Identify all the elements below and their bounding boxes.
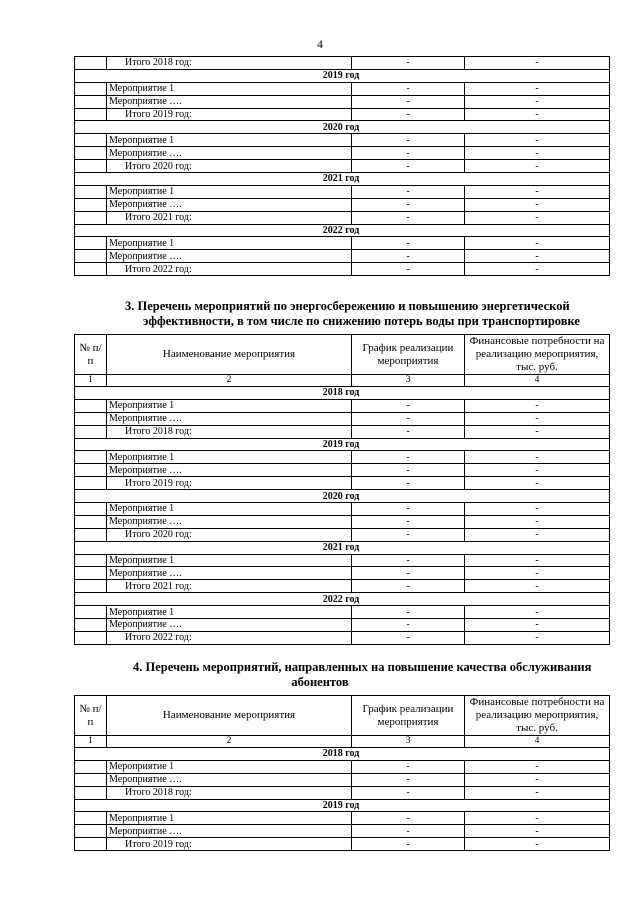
total-row xyxy=(75,263,610,276)
finance-cell: - xyxy=(465,838,610,851)
measure-name-cell: Мероприятие 1 xyxy=(107,503,352,516)
row-number-cell xyxy=(75,631,107,644)
header-finance: Финансовые потребности на реализацию мероприятия, тыс. руб. xyxy=(465,696,610,736)
header-name: Наименование мероприятия xyxy=(107,696,352,736)
row-number-cell xyxy=(75,451,107,464)
year-header-row xyxy=(75,799,610,812)
table-row xyxy=(75,760,610,773)
row-number-cell xyxy=(75,425,107,438)
header-schedule: График реализации мероприятия xyxy=(352,696,465,736)
total-row xyxy=(75,108,610,121)
year-label: 2020 год xyxy=(75,121,610,134)
section4-rows xyxy=(75,748,610,851)
page-number: 4 xyxy=(317,37,323,51)
schedule-cell: - xyxy=(352,515,465,528)
schedule-cell: - xyxy=(352,773,465,786)
col-number: 4 xyxy=(465,375,610,387)
year-header-row xyxy=(75,593,610,606)
year-label: 2019 год xyxy=(75,438,610,451)
schedule-cell: - xyxy=(352,399,465,412)
finance-cell: - xyxy=(465,503,610,516)
schedule-cell: - xyxy=(352,619,465,632)
col-number: 2 xyxy=(107,736,352,748)
measure-name-cell: Мероприятие …. xyxy=(107,567,352,580)
measure-name-cell: Мероприятие 1 xyxy=(107,185,352,198)
measure-name-cell: Итого 2018 год: xyxy=(107,786,352,799)
finance-cell: - xyxy=(465,160,610,173)
section3-title-line2: эффективности, в том числе по снижению потерь воды при транспортировке xyxy=(143,314,580,328)
row-number-cell xyxy=(75,554,107,567)
row-number-cell xyxy=(75,528,107,541)
measure-name-cell: Мероприятие 1 xyxy=(107,554,352,567)
measure-name-cell: Мероприятие 1 xyxy=(107,237,352,250)
schedule-cell: - xyxy=(352,198,465,211)
year-header-row xyxy=(75,748,610,761)
measure-name-cell: Мероприятие …. xyxy=(107,619,352,632)
finance-cell: - xyxy=(465,619,610,632)
row-number-cell xyxy=(75,412,107,425)
row-number-cell xyxy=(75,812,107,825)
schedule-cell: - xyxy=(352,503,465,516)
measure-name-cell: Итого 2021 год: xyxy=(107,580,352,593)
schedule-cell: - xyxy=(352,812,465,825)
row-number-cell xyxy=(75,198,107,211)
row-number-cell xyxy=(75,503,107,516)
finance-cell: - xyxy=(465,412,610,425)
finance-cell: - xyxy=(465,773,610,786)
col-number: 4 xyxy=(465,736,610,748)
table-row xyxy=(75,237,610,250)
row-number-cell xyxy=(75,619,107,632)
year-label: 2018 год xyxy=(75,387,610,400)
measure-name-cell: Мероприятие 1 xyxy=(107,451,352,464)
measure-name-cell: Мероприятие …. xyxy=(107,147,352,160)
schedule-cell: - xyxy=(352,425,465,438)
year-label: 2021 год xyxy=(75,173,610,186)
table-row xyxy=(75,198,610,211)
row-number-cell xyxy=(75,237,107,250)
finance-cell: - xyxy=(465,108,610,121)
table-row xyxy=(75,825,610,838)
schedule-cell: - xyxy=(352,477,465,490)
table-row xyxy=(75,503,610,516)
section4-table xyxy=(74,695,610,851)
total-row xyxy=(75,160,610,173)
measure-name-cell: Мероприятие …. xyxy=(107,825,352,838)
table-row xyxy=(75,95,610,108)
header-schedule: График реализации мероприятия xyxy=(352,335,465,375)
header-finance: Финансовые потребности на реализацию мероприятия, тыс. руб. xyxy=(465,335,610,375)
table-row xyxy=(75,606,610,619)
schedule-cell: - xyxy=(352,631,465,644)
year-header-row xyxy=(75,173,610,186)
total-row xyxy=(75,631,610,644)
measure-name-cell: Итого 2019 год: xyxy=(107,108,352,121)
table-row xyxy=(75,619,610,632)
row-number-cell xyxy=(75,580,107,593)
year-label: 2022 год xyxy=(75,224,610,237)
measure-name-cell: Мероприятие …. xyxy=(107,198,352,211)
finance-cell: - xyxy=(465,451,610,464)
schedule-cell: - xyxy=(352,580,465,593)
schedule-cell: - xyxy=(352,554,465,567)
total-row xyxy=(75,425,610,438)
top-table xyxy=(74,56,610,276)
finance-cell: - xyxy=(465,399,610,412)
row-number-cell xyxy=(75,825,107,838)
year-label: 2018 год xyxy=(75,748,610,761)
schedule-cell: - xyxy=(352,134,465,147)
schedule-cell: - xyxy=(352,250,465,263)
schedule-cell: - xyxy=(352,464,465,477)
finance-cell: - xyxy=(465,425,610,438)
measure-name-cell: Мероприятие 1 xyxy=(107,82,352,95)
schedule-cell: - xyxy=(352,567,465,580)
schedule-cell: - xyxy=(352,838,465,851)
table-header-row xyxy=(75,696,610,736)
section4-title-line1: 4. Перечень мероприятий, направленных на повышение качества обслуживания xyxy=(133,660,592,674)
finance-cell: - xyxy=(465,554,610,567)
measure-name-cell: Мероприятие 1 xyxy=(107,399,352,412)
year-label: 2022 год xyxy=(75,593,610,606)
table-row xyxy=(75,773,610,786)
schedule-cell: - xyxy=(352,82,465,95)
schedule-cell: - xyxy=(352,786,465,799)
year-label: 2019 год xyxy=(75,799,610,812)
row-number-cell xyxy=(75,838,107,851)
total-row xyxy=(75,580,610,593)
finance-cell: - xyxy=(465,185,610,198)
measure-name-cell: Мероприятие …. xyxy=(107,773,352,786)
measure-name-cell: Мероприятие 1 xyxy=(107,760,352,773)
row-number-cell xyxy=(75,108,107,121)
row-number-cell xyxy=(75,786,107,799)
schedule-cell: - xyxy=(352,412,465,425)
year-header-row xyxy=(75,438,610,451)
finance-cell: - xyxy=(465,134,610,147)
row-number-cell xyxy=(75,185,107,198)
measure-name-cell: Мероприятие …. xyxy=(107,412,352,425)
table-row xyxy=(75,412,610,425)
measure-name-cell: Итого 2018 год: xyxy=(107,425,352,438)
finance-cell: - xyxy=(465,82,610,95)
total-row xyxy=(75,528,610,541)
year-header-row xyxy=(75,121,610,134)
schedule-cell: - xyxy=(352,57,465,70)
finance-cell: - xyxy=(465,825,610,838)
measure-name-cell: Итого 2022 год: xyxy=(107,631,352,644)
schedule-cell: - xyxy=(352,606,465,619)
schedule-cell: - xyxy=(352,825,465,838)
measure-name-cell: Мероприятие …. xyxy=(107,515,352,528)
section4-title-line2: абонентов xyxy=(291,675,349,689)
col-number: 1 xyxy=(75,736,107,748)
table-row xyxy=(75,554,610,567)
top-table-body xyxy=(75,57,610,276)
section4-table-body xyxy=(75,696,610,748)
year-label: 2021 год xyxy=(75,541,610,554)
row-number-cell xyxy=(75,134,107,147)
finance-cell: - xyxy=(465,211,610,224)
col-number: 2 xyxy=(107,375,352,387)
header-num: № п/п xyxy=(75,335,107,375)
schedule-cell: - xyxy=(352,160,465,173)
measure-name-cell: Мероприятие …. xyxy=(107,250,352,263)
finance-cell: - xyxy=(465,786,610,799)
schedule-cell: - xyxy=(352,147,465,160)
table-row xyxy=(75,451,610,464)
header-name: Наименование мероприятия xyxy=(107,335,352,375)
measure-name-cell: Мероприятие 1 xyxy=(107,606,352,619)
table-row xyxy=(75,147,610,160)
table-row xyxy=(75,567,610,580)
table-row xyxy=(75,185,610,198)
measure-name-cell: Мероприятие 1 xyxy=(107,812,352,825)
schedule-cell: - xyxy=(352,263,465,276)
finance-cell: - xyxy=(465,57,610,70)
year-label: 2019 год xyxy=(75,69,610,82)
table-row xyxy=(75,82,610,95)
row-number-cell xyxy=(75,211,107,224)
year-header-row xyxy=(75,69,610,82)
row-number-cell xyxy=(75,82,107,95)
row-number-cell xyxy=(75,477,107,490)
finance-cell: - xyxy=(465,263,610,276)
finance-cell: - xyxy=(465,528,610,541)
total-row xyxy=(75,211,610,224)
col-number: 1 xyxy=(75,375,107,387)
year-header-row xyxy=(75,224,610,237)
table-row xyxy=(75,250,610,263)
schedule-cell: - xyxy=(352,185,465,198)
year-label: 2020 год xyxy=(75,490,610,503)
measure-name-cell: Мероприятие 1 xyxy=(107,134,352,147)
row-number-cell xyxy=(75,773,107,786)
section3-table xyxy=(74,334,610,645)
schedule-cell: - xyxy=(352,528,465,541)
row-number-cell xyxy=(75,515,107,528)
finance-cell: - xyxy=(465,237,610,250)
finance-cell: - xyxy=(465,580,610,593)
table-row xyxy=(75,134,610,147)
year-header-row xyxy=(75,541,610,554)
total-row xyxy=(75,838,610,851)
table-header-row xyxy=(75,335,610,375)
finance-cell: - xyxy=(465,147,610,160)
table-row xyxy=(75,812,610,825)
col-number: 3 xyxy=(352,736,465,748)
section3-rows xyxy=(75,387,610,645)
column-numbers-row xyxy=(75,375,610,387)
finance-cell: - xyxy=(465,464,610,477)
row-number-cell xyxy=(75,263,107,276)
row-number-cell xyxy=(75,95,107,108)
measure-name-cell: Итого 2022 год: xyxy=(107,263,352,276)
col-number: 3 xyxy=(352,375,465,387)
table-row xyxy=(75,464,610,477)
finance-cell: - xyxy=(465,250,610,263)
total-row xyxy=(75,786,610,799)
finance-cell: - xyxy=(465,477,610,490)
schedule-cell: - xyxy=(352,211,465,224)
section3-table-body xyxy=(75,335,610,387)
measure-name-cell: Мероприятие …. xyxy=(107,464,352,477)
measure-name-cell: Итого 2019 год: xyxy=(107,477,352,490)
schedule-cell: - xyxy=(352,760,465,773)
schedule-cell: - xyxy=(352,108,465,121)
finance-cell: - xyxy=(465,515,610,528)
table-row xyxy=(75,399,610,412)
year-header-row xyxy=(75,387,610,400)
measure-name-cell: Итого 2020 год: xyxy=(107,160,352,173)
measure-name-cell: Мероприятие …. xyxy=(107,95,352,108)
table-row xyxy=(75,515,610,528)
finance-cell: - xyxy=(465,567,610,580)
finance-cell: - xyxy=(465,95,610,108)
row-number-cell xyxy=(75,57,107,70)
measure-name-cell: Итого 2019 год: xyxy=(107,838,352,851)
finance-cell: - xyxy=(465,606,610,619)
finance-cell: - xyxy=(465,760,610,773)
row-number-cell xyxy=(75,464,107,477)
finance-cell: - xyxy=(465,198,610,211)
row-number-cell xyxy=(75,160,107,173)
measure-name-cell: Итого 2021 год: xyxy=(107,211,352,224)
header-num: № п/п xyxy=(75,696,107,736)
measure-name-cell: Итого 2020 год: xyxy=(107,528,352,541)
row-number-cell xyxy=(75,147,107,160)
finance-cell: - xyxy=(465,631,610,644)
finance-cell: - xyxy=(465,812,610,825)
schedule-cell: - xyxy=(352,451,465,464)
schedule-cell: - xyxy=(352,95,465,108)
row-number-cell xyxy=(75,760,107,773)
total-row xyxy=(75,477,610,490)
total-row xyxy=(75,57,610,70)
row-number-cell xyxy=(75,606,107,619)
column-numbers-row xyxy=(75,736,610,748)
section3-title-line1: 3. Перечень мероприятий по энергосбережению и повышению энергетической xyxy=(125,299,570,313)
row-number-cell xyxy=(75,399,107,412)
row-number-cell xyxy=(75,250,107,263)
year-header-row xyxy=(75,490,610,503)
measure-name-cell: Итого 2018 год: xyxy=(107,57,352,70)
schedule-cell: - xyxy=(352,237,465,250)
row-number-cell xyxy=(75,567,107,580)
